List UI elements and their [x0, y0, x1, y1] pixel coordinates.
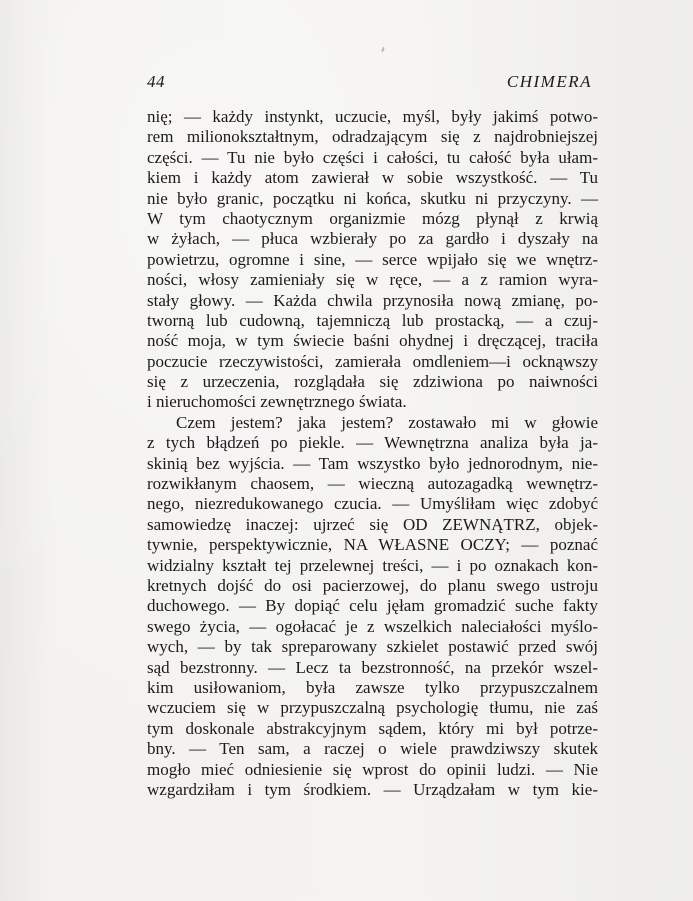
text-line: kiem i każdy atom zawierał w sobie wszystkość. — Tu: [147, 168, 598, 188]
running-title: CHIMERA: [506, 72, 592, 91]
text-line: sąd bezstronny. — Lecz ta bezstronność, na przekór wszel-: [147, 657, 598, 677]
text-line: rozwikłanym chaosem, — wieczną autozagadką wewnętrz-: [147, 474, 598, 494]
text-line: mogło mieć odniesienie się wprost do opinii ludzi. — Nie: [147, 759, 598, 779]
text-line: powietrzu, ogromne i sine, — serce wpijało się we wnętrz-: [147, 249, 598, 269]
text-line: nie było granic, początku ni końca, skutku ni przyczyny. —: [147, 188, 598, 208]
running-header: [147, 72, 592, 96]
text-line: skinią bez wyjścia. — Tam wszystko było jednorodnym, nie-: [147, 453, 598, 473]
text-line: i nieruchomości zewnętrznego świata.: [147, 392, 407, 412]
page-number: 44: [147, 72, 165, 91]
text-line: stały głowy. — Każda chwila przynosiła nową zmianę, po-: [147, 290, 598, 310]
text-line: kim usiłowaniom, była zawsze tylko przypuszczalnem: [147, 677, 598, 697]
body-text: [147, 107, 598, 800]
text-line: się z urzeczenia, rozglądała się zdziwiona po naiwności: [147, 372, 598, 392]
text-line: w żyłach, — płuca wzbierały po za gardło i dyszały na: [147, 229, 598, 249]
text-line: ności, włosy zamieniały się w ręce, — a z ramion wyra-: [147, 270, 598, 290]
text-line: nego, niezredukowanego czucia. — Umyśliłam więc zdobyć: [147, 494, 598, 514]
text-line: ność moja, w tym świecie baśni ohydnej i dręczącej, traciła: [147, 331, 598, 351]
text-line: wych, — by tak spreparowany szkielet postawić przed swój: [147, 637, 598, 657]
text-line: nię; — każdy instynkt, uczucie, myśl, były jakimś potwo-: [147, 107, 598, 126]
text-line: poczucie rzeczywistości, zamierała omdleniem—i ocknąwszy: [147, 351, 598, 371]
text-line: samowiedzę inaczej: ujrzeć się OD ZEWNĄTRZ, objek-: [147, 514, 598, 534]
text-line: tworną lub cudowną, tajemniczą lub prostacką, — a czuj-: [147, 310, 598, 330]
text-line: duchowego. — By dopiąć celu jęłam gromadzić suche fakty: [147, 596, 598, 616]
text-line: widzialny kształt tej przelewnej treści, — i po oznakach kon-: [147, 555, 598, 575]
text-line: wczuciem się w przypuszczalną psychologię tłumu, nie zaś: [147, 698, 598, 718]
paragraph: [147, 413, 598, 800]
text-line: z tych błądzeń po piekle. — Wewnętrzna analiza była ja-: [147, 433, 598, 453]
paper-speck: [381, 47, 385, 52]
text-line: części. — Tu nie było części i całości, tu całość była ułam-: [147, 147, 598, 167]
text-line: swego życia, — ogołacać je z wszelkich naleciałości myślo-: [147, 616, 598, 636]
text-line: bny. — Ten sam, a raczej o wiele prawdziwszy skutek: [147, 739, 598, 759]
text-line: wzgardziłam i tym środkiem. — Urządzałam w tym kie-: [147, 779, 598, 799]
text-line: Czem jestem? jaka jestem? zostawało mi w głowie: [176, 412, 598, 432]
text-line: kretnych dojść do osi pacierzowej, do planu swego ustroju: [147, 575, 598, 595]
text-line: tym doskonale abstrakcyjnym sądem, który mi był potrze-: [147, 718, 598, 738]
text-line: tywnie, perspektywicznie, NA WŁASNE OCZY; — poznać: [147, 535, 598, 555]
paragraph: [147, 107, 598, 413]
text-line: W tym chaotycznym organizmie mózg płynął z krwią: [147, 208, 598, 228]
text-line: rem milionokształtnym, odradzającym się z najdrobniejszej: [147, 127, 598, 147]
